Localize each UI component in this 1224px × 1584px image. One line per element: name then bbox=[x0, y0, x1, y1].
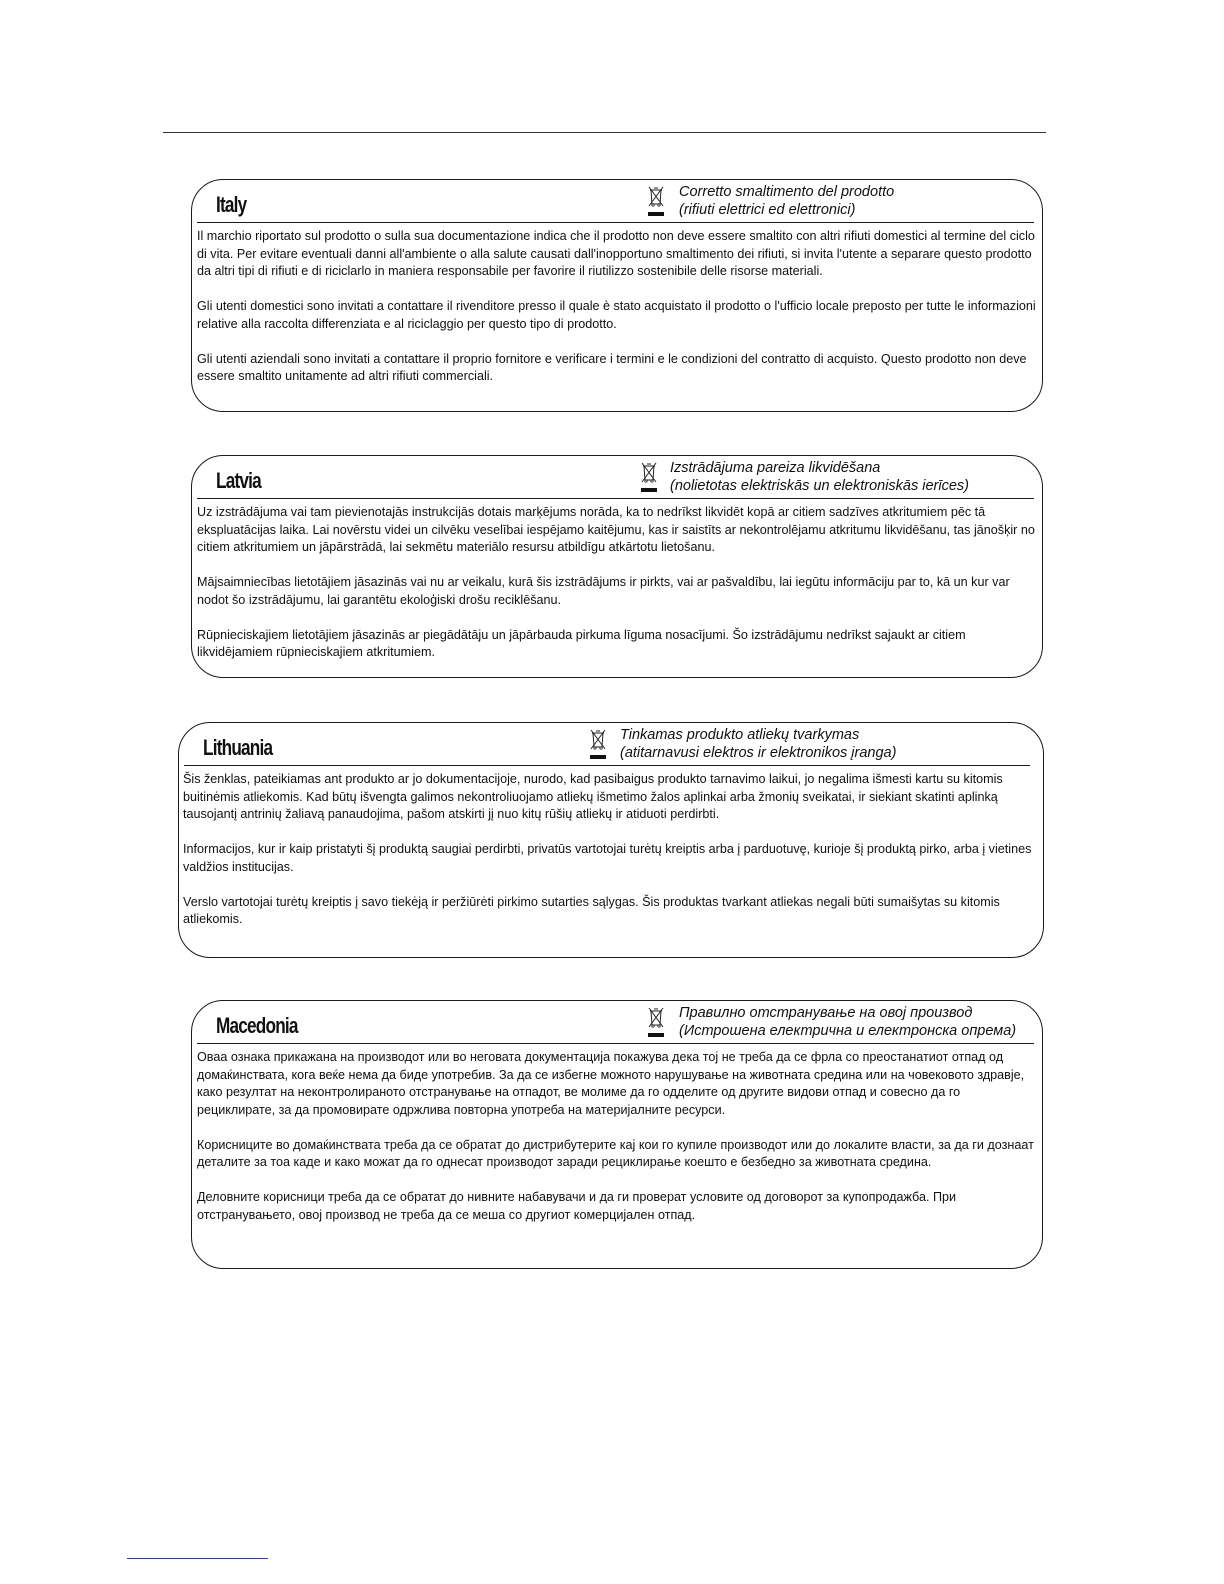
header-divider bbox=[197, 498, 1034, 499]
country-title: Latvia bbox=[216, 468, 261, 493]
weee-crossed-bin-icon bbox=[639, 461, 659, 495]
section-body bbox=[197, 504, 1039, 662]
header-line-1: Правилно отстранување на овој производ bbox=[679, 1005, 973, 1021]
header-text bbox=[679, 1004, 1016, 1040]
paragraph: Корисниците во домаќинствата треба да се обратат до дистрибутерите кај кои го купиле производот или до локалите власти, за да ги дознаат деталите за тоа каде и како можат да го однесат производот заради рециклирање коешто е безбедно за животната средина. bbox=[197, 1137, 1034, 1169]
header-divider bbox=[197, 222, 1034, 223]
paragraph: Informacijos, kur ir kaip pristatyti šį produktą saugiai perdirbti, privatūs vartotojai turėtų kreiptis arba į parduotuvę, kurioje šį produktą pirko, arba į vietines valdžios institucijas. bbox=[183, 842, 1032, 874]
paragraph: Оваа ознака прикажана на производот или во неговата документација покажува дека тој не треба да се фрла со преостанатиот отпад од домаќинствата, кога веќе нема да биде употребив. За да се избегне можното нарушување на животната средина или на човековото здравје, како резултат на неконтролираното отстранување на отпадот, ве молиме да го одделите од другите видови отпад и совесно да го рециклирате, за да промовирате одржлива повторна употреба на материјалните ресурси. bbox=[197, 1050, 1025, 1117]
country-title: Macedonia bbox=[216, 1013, 298, 1038]
section-macedonia bbox=[191, 1000, 1043, 1269]
section-italy bbox=[191, 179, 1043, 412]
section-body bbox=[183, 771, 1039, 929]
weee-crossed-bin-icon bbox=[588, 728, 608, 762]
paragraph: Rūpnieciskajiem lietotājiem jāsazinās ar piegādātāju un jāpārbauda pirkuma līguma nosacījumi. Šo izstrādājumu nedrīkst sajaukt ar citiem likvidējamiem rūpnieciskajiem atkritumiem. bbox=[197, 627, 966, 659]
section-lithuania bbox=[178, 722, 1044, 958]
header-divider bbox=[197, 1043, 1034, 1044]
top-rule bbox=[163, 132, 1046, 133]
paragraph: Uz izstrādājuma vai tam pievienotajās instrukcijās dotais marķējums norāda, ka to nedrīkst likvidēt kopā ar citiem sadzīves atkritumiem pēc tā ekspluatācijas laika. Lai novērstu videi un cilvēku veselībai iespējamo kaitējumu, kas ir saistīts ar nekontrolējamu atkritumu likvidēšanu, tas jānošķir no citiem atkritumiem un jāpārstrādā, lai sekmētu materiālo resursu atbildīgu atkārtotu lietošanu. bbox=[197, 505, 1035, 554]
header-line-1: Izstrādājuma pareiza likvidēšana bbox=[670, 460, 881, 476]
paragraph: Verslo vartotojai turėtų kreiptis į savo tiekėją ir peržiūrėti pirkimo sutarties sąlygas. Šis produktas tvarkant atliekas negali būti sumaišytas su kitomis atliekomis. bbox=[183, 894, 1000, 926]
section-body bbox=[197, 1049, 1039, 1224]
paragraph: Il marchio riportato sul prodotto o sulla sua documentazione indica che il prodotto non deve essere smaltito con altri rifiuti domestici al termine del ciclo di vita. Per evitare eventuali danni all'ambiente o alla salute causati dall'inopportuno smaltimento dei rifiuti, si invita l'utente a separare questo prodotto da altri tipi di rifiuti e di riciclarlo in maniera responsabile per favorire il riutilizzo sostenibile delle risorse materiali. bbox=[197, 229, 1035, 278]
weee-crossed-bin-icon bbox=[646, 1006, 666, 1040]
paragraph: Mājsaimniecības lietotājiem jāsazinās vai nu ar veikalu, kurā šis izstrādājums ir pirkts, vai ar pašvaldību, lai iegūtu informāciju par to, kā un kur var nodot šo izstrādājumu, lai garantētu ekoloģiski drošu reciklēšanu. bbox=[197, 575, 1010, 607]
header-line-2: (Истрошена електрична и електронска опрема) bbox=[679, 1023, 1017, 1039]
weee-crossed-bin-icon bbox=[646, 185, 666, 219]
header-line-2: (rifiuti elettrici ed elettronici) bbox=[679, 202, 856, 218]
country-title: Italy bbox=[216, 192, 247, 217]
header-line-2: (nolietotas elektriskās un elektroniskās ierīces) bbox=[670, 478, 969, 494]
paragraph: Деловните корисници треба да се обратат до нивните набавувачи и да ги проверат условите од договорот за купопродажба. При отстранувањето, овој производ не треба да се меша со другиот комерцијален отпад. bbox=[197, 1190, 957, 1222]
header-divider bbox=[184, 765, 1030, 766]
header-text bbox=[670, 459, 969, 495]
paragraph: Šis ženklas, pateikiamas ant produkto ar jo dokumentacijoje, nurodo, kad pasibaigus produkto tarnavimo laikui, jo negalima išmesti kartu su kitomis buitinėmis atliekomis. Kad būtų išvengta galimos nekontroliuojamo atliekų išmetimo žalos aplinkai arba žmonių sveikatai, ir siekiant skatinti aplinką tausojantį antrinių žaliavą panaudojima, pašom atskirti jį nuo kitų rūšių atliekų ir atiduoti perdirbti. bbox=[183, 772, 1003, 821]
header-text bbox=[679, 183, 894, 219]
paragraph: Gli utenti aziendali sono invitati a contattare il proprio fornitore e verificare i termini e le condizioni del contratto di acquisto. Questo prodotto non deve essere smaltito unitamente ad altri rifiuti commerciali. bbox=[197, 351, 1027, 383]
paragraph: Gli utenti domestici sono invitati a contattare il rivenditore presso il quale è stato acquistato il prodotto o l'ufficio locale preposto per tutte le informazioni relative alla raccolta differenziata e al riciclaggio per questo tipo di prodotto. bbox=[197, 299, 1036, 331]
header-text bbox=[620, 726, 896, 762]
footer-link-underline bbox=[127, 1558, 268, 1559]
country-title: Lithuania bbox=[203, 735, 273, 760]
header-line-1: Tinkamas produkto atliekų tvarkymas bbox=[620, 727, 860, 743]
header-line-2: (atitarnavusi elektros ir elektronikos įranga) bbox=[620, 745, 897, 761]
section-body bbox=[197, 228, 1039, 386]
section-latvia bbox=[191, 455, 1043, 678]
header-line-1: Corretto smaltimento del prodotto bbox=[679, 184, 895, 200]
